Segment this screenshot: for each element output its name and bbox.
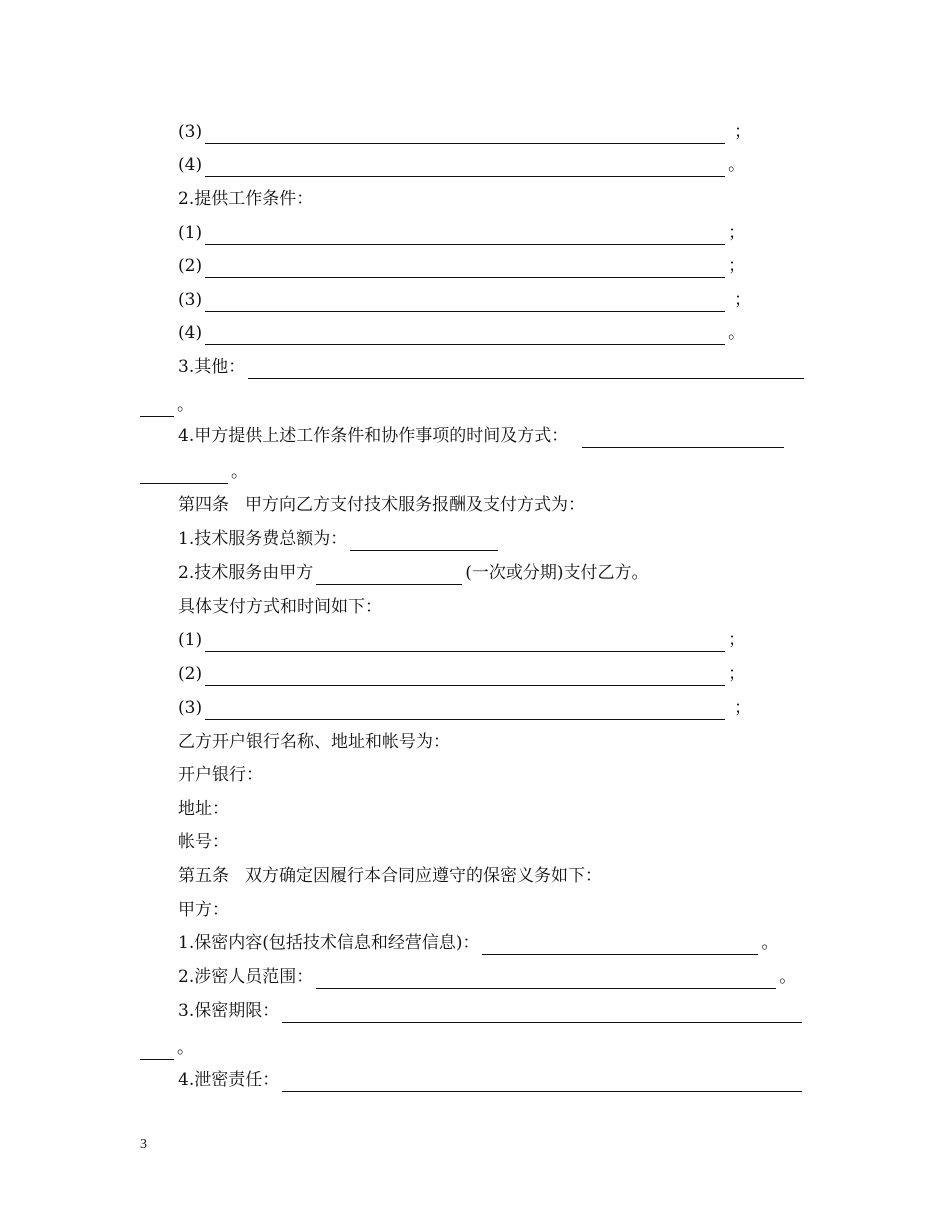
- fill-blank[interactable]: [205, 325, 725, 345]
- other-line-cont: [140, 393, 194, 417]
- payment-item-3: [178, 696, 751, 720]
- article4-title: 第四条: [178, 495, 229, 515]
- fill-blank[interactable]: [205, 157, 725, 177]
- item-end: 。: [728, 323, 746, 343]
- secret-content-line: [178, 931, 778, 955]
- item-end: ；: [728, 256, 746, 276]
- pay-method-suffix: (一次或分期)支付乙方。: [465, 563, 649, 583]
- secret-liability-line: [178, 1068, 805, 1092]
- fill-blank[interactable]: [205, 700, 725, 720]
- item-end: ；: [728, 630, 746, 650]
- item-end: ；: [734, 698, 752, 718]
- line-end: 。: [761, 933, 779, 953]
- item-end: ；: [734, 122, 752, 142]
- pay-detail-line: [178, 595, 382, 619]
- article4-text: 甲方向乙方支付技术服务报酬及支付方式为：: [245, 495, 585, 515]
- other-end: 。: [177, 395, 194, 415]
- work-condition-item-3: [178, 120, 751, 144]
- bank-address-label: 地址：: [178, 799, 229, 819]
- secret-personnel-label: 2.涉密人员范围：: [178, 967, 314, 987]
- fill-blank[interactable]: [582, 428, 784, 448]
- item-end: ；: [728, 223, 746, 243]
- work-condition-item-3b: [178, 288, 751, 312]
- bank-account-line: [178, 830, 229, 854]
- payment-item-1: [178, 628, 745, 652]
- fill-blank[interactable]: [316, 969, 776, 989]
- fill-blank[interactable]: [140, 1040, 174, 1060]
- pay-detail-label: 具体支付方式和时间如下：: [178, 597, 382, 617]
- bank-intro-label: 乙方开户银行名称、地址和帐号为：: [178, 732, 450, 752]
- fill-blank[interactable]: [482, 935, 758, 955]
- fill-blank[interactable]: [282, 1072, 802, 1092]
- provide-time-line: [178, 424, 787, 448]
- total-fee-label: 1.技术服务费总额为：: [178, 529, 348, 549]
- fill-blank[interactable]: [205, 632, 725, 652]
- item-end: ；: [728, 664, 746, 684]
- item-label: (4): [178, 323, 203, 343]
- secret-period-cont: [140, 1036, 194, 1060]
- other-line: [178, 355, 807, 379]
- secret-liability-label: 4.泄密责任：: [178, 1070, 280, 1090]
- line-end: 。: [779, 967, 797, 987]
- article5-heading: [178, 864, 602, 888]
- fill-blank[interactable]: [282, 1003, 802, 1023]
- item-label: (2): [178, 664, 203, 684]
- item-end: ；: [734, 290, 752, 310]
- article5-title: 第五条: [178, 866, 229, 886]
- item-label: (1): [178, 223, 203, 243]
- fill-blank[interactable]: [140, 397, 174, 417]
- secret-personnel-line: [178, 965, 796, 989]
- page-number: 3: [140, 1137, 147, 1152]
- work-condition-item-1: [178, 221, 745, 245]
- work-condition-item-4: [178, 153, 745, 177]
- fill-blank[interactable]: [205, 124, 725, 144]
- provide-time-label: 4.甲方提供上述工作条件和协作事项的时间及方式：: [178, 426, 569, 446]
- total-fee-line: [178, 527, 501, 551]
- payment-item-2: [178, 662, 745, 686]
- item-end: 。: [728, 155, 746, 175]
- fill-blank[interactable]: [205, 258, 725, 278]
- article4-heading: [178, 493, 585, 517]
- item-label: (1): [178, 630, 203, 650]
- article5-text: 双方确定因履行本合同应遵守的保密义务如下：: [245, 866, 602, 886]
- work-condition-item-4b: [178, 321, 745, 345]
- pay-method-line: [178, 561, 649, 585]
- fill-blank[interactable]: [140, 464, 228, 484]
- item-label: (4): [178, 155, 203, 175]
- fill-blank[interactable]: [205, 225, 725, 245]
- fill-blank[interactable]: [205, 666, 725, 686]
- bank-account-label: 帐号：: [178, 832, 229, 852]
- section-heading: [178, 187, 313, 211]
- other-label: 3.其他：: [178, 357, 246, 377]
- bank-name-line: [178, 763, 263, 787]
- item-label: (3): [178, 698, 203, 718]
- fill-blank[interactable]: [316, 565, 462, 585]
- provide-time-end: 。: [231, 462, 248, 482]
- pay-method-prefix: 2.技术服务由甲方: [178, 563, 314, 583]
- fill-blank[interactable]: [350, 531, 498, 551]
- secret-content-label: 1.保密内容(包括技术信息和经营信息)：: [178, 933, 480, 953]
- fill-blank[interactable]: [205, 292, 725, 312]
- bank-intro: [178, 730, 450, 754]
- secret-period-label: 3.保密期限：: [178, 1001, 280, 1021]
- bank-name-label: 开户银行：: [178, 765, 263, 785]
- item-label: (2): [178, 256, 203, 276]
- line-end: 。: [177, 1038, 194, 1058]
- provide-time-cont: [140, 460, 248, 484]
- item-label: (3): [178, 290, 203, 310]
- work-condition-item-2: [178, 254, 745, 278]
- bank-address-line: [178, 797, 229, 821]
- item-label: (3): [178, 122, 203, 142]
- party-a-line: [178, 898, 229, 922]
- fill-blank[interactable]: [248, 359, 804, 379]
- section-work-label: 2.提供工作条件：: [178, 189, 314, 209]
- secret-period-line: [178, 999, 805, 1023]
- party-a-label: 甲方：: [178, 900, 229, 920]
